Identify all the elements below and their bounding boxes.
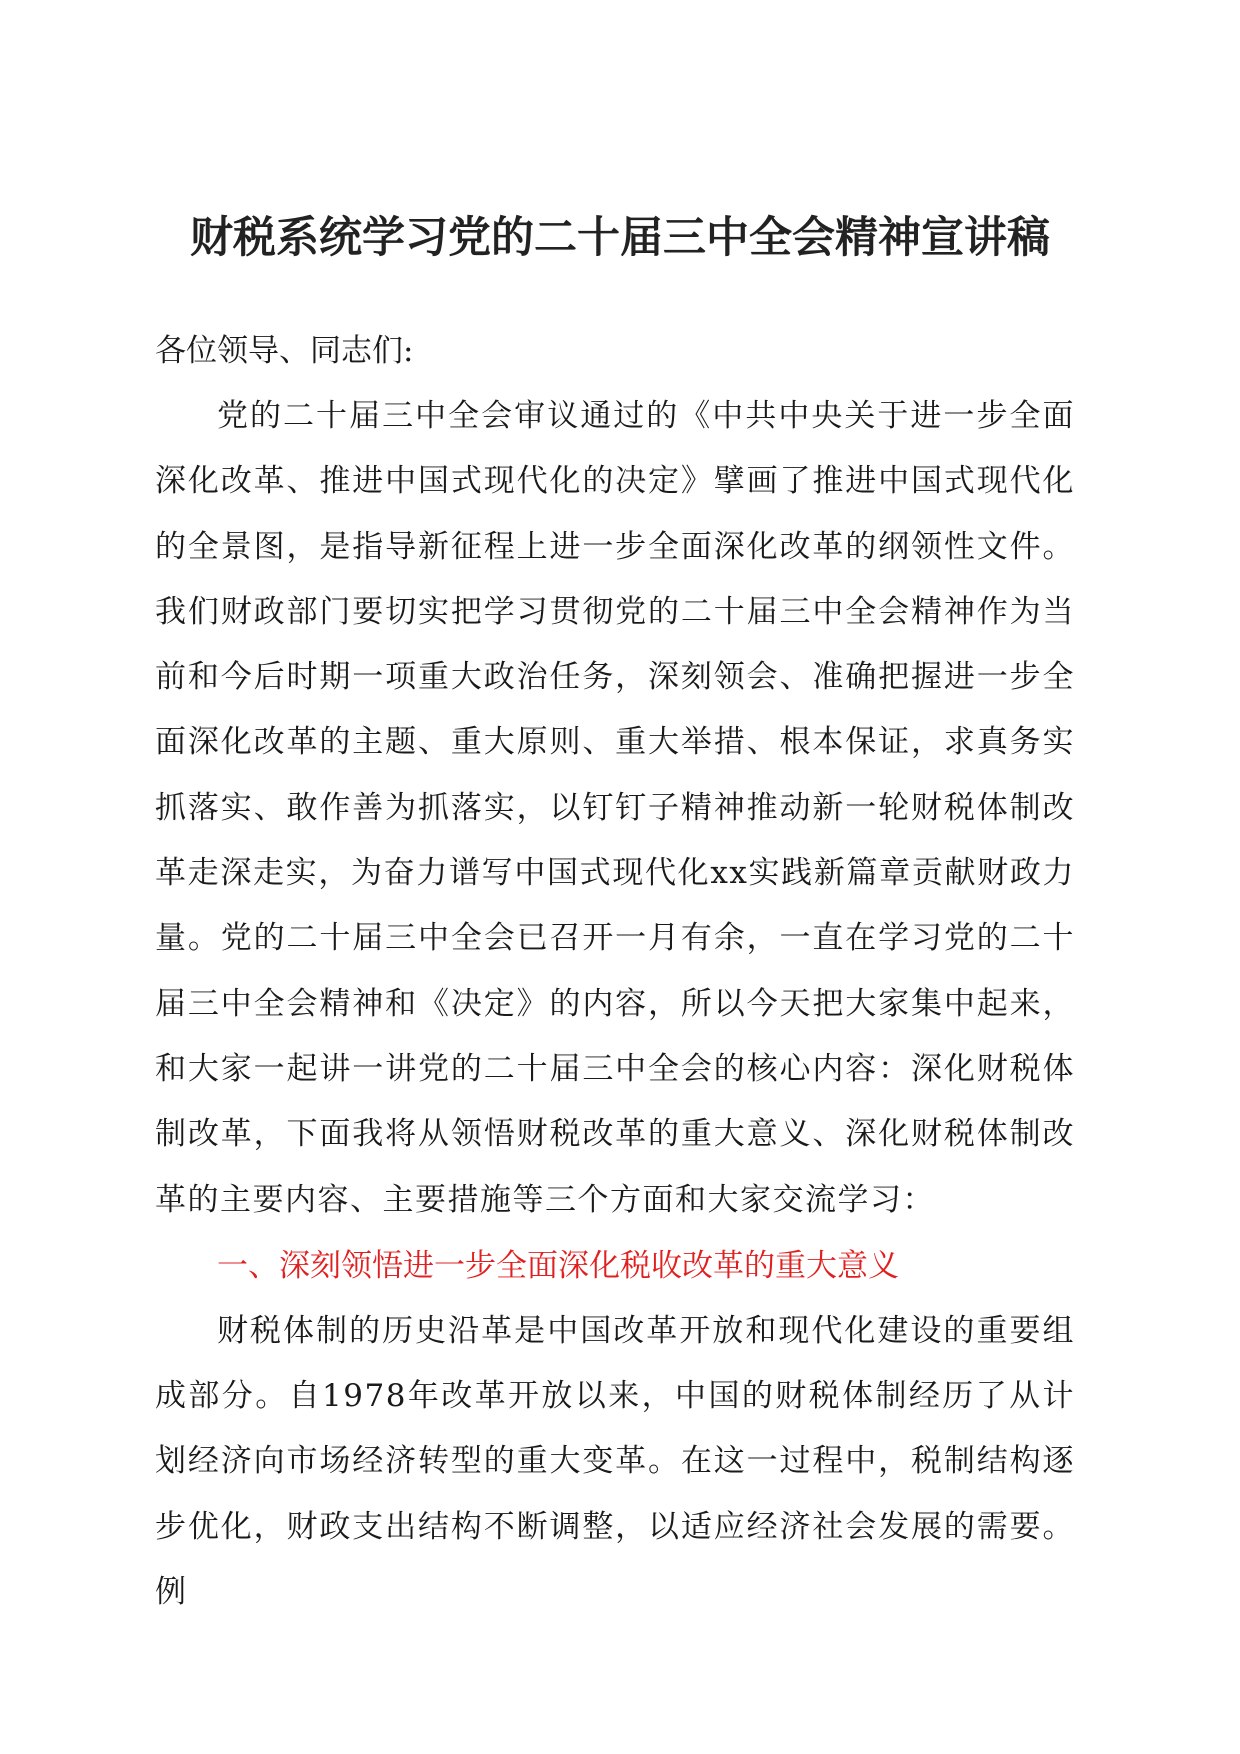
salutation: 各位领导、同志们: [155, 333, 414, 369]
section-1-paragraph: 财税体制的历史沿革是中国改革开放和现代化建设的重要组成部分。自1978年改革开放以来，中国的财税体制经历了从计划经济向市场经济转型的重大变革。在这一过程中，税制结构逐步优化，财政支出结构不断调整，以适应经济社会发展的需要。例 [155, 1312, 1075, 1611]
document-title: 财税系统学习党的二十届三中全会精神宣讲稿 [190, 213, 1050, 263]
document-body [155, 318, 1075, 1625]
section-heading-1: 一、深刻领悟进一步全面深化税收改革的重大意义 [217, 1247, 899, 1284]
intro-paragraph: 党的二十届三中全会审议通过的《中共中央关于进一步全面深化改革、推进中国式现代化的决定》擘画了推进中国式现代化的全景图，是指导新征程上进一步全面深化改革的纲领性文件。我们财政部门要切实把学习贯彻党的二十届三中全会精神作为当前和今后时期一项重大政治任务，深刻领会、准确把握进一步全面深化改革的主题、重大原则、重大举措、根本保证，求真务实抓落实、敢作善为抓落实，以钉钉子精神推动新一轮财税体制改革走深走实，为奋力谱写中国式现代化xx实践新篇章贡献财政力量。党的二十届三中全会已召开一月有余，一直在学习党的二十届三中全会精神和《决定》的内容，所以今天把大家集中起来，和大家一起讲一讲党的二十届三中全会的核心内容：深化财税体制改革，下面我将从领悟财税改革的重大意义、深化财税体制改革的主要内容、主要措施等三个方面和大家交流学习： [155, 398, 1075, 1218]
